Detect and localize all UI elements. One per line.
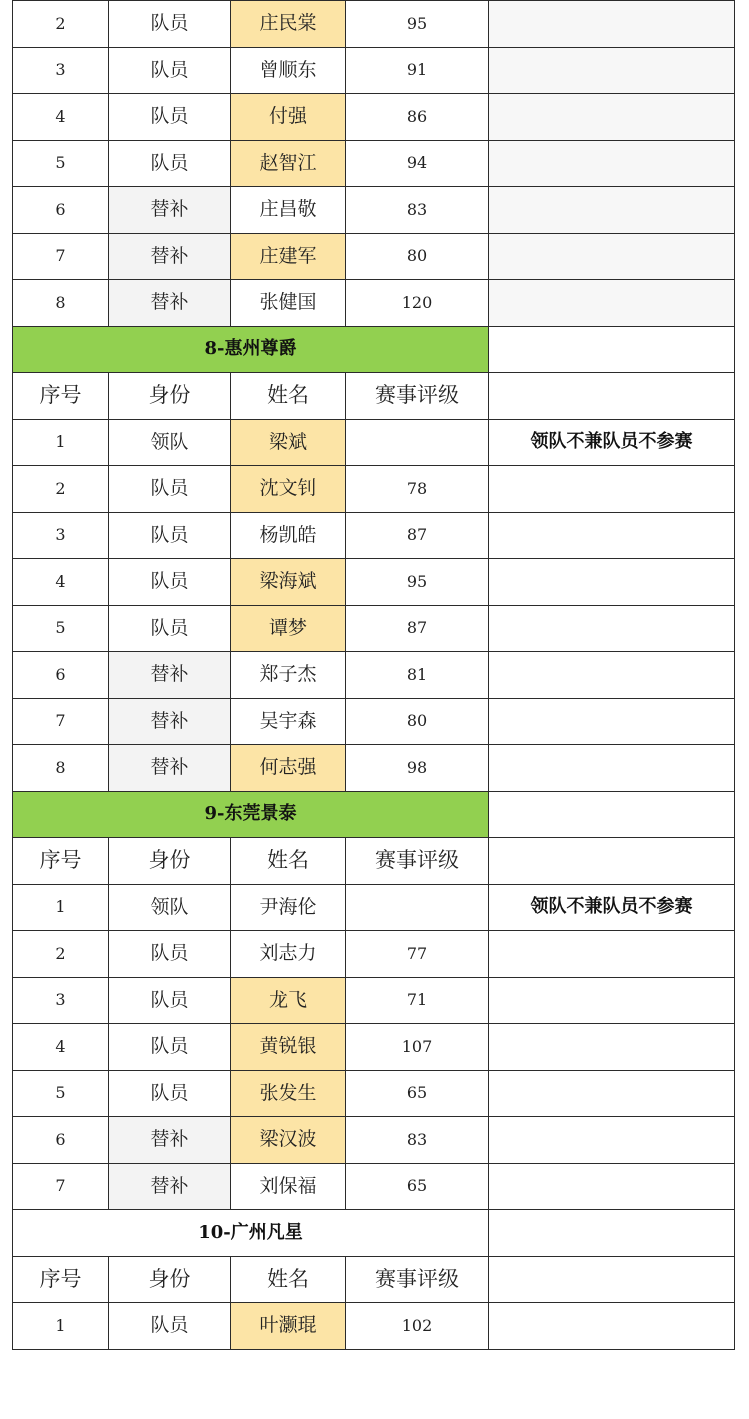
cell-number: 1: [13, 1303, 109, 1350]
cell-rating: 87: [346, 605, 489, 652]
cell-rating: 94: [346, 140, 489, 187]
cell-note: [489, 1303, 735, 1350]
table-row: [13, 1117, 735, 1164]
cell-number: 4: [13, 559, 109, 606]
cell-note: [489, 652, 735, 699]
table-row: [13, 931, 735, 978]
cell-note: [489, 605, 735, 652]
cell-name: 杨凯皓: [231, 512, 346, 559]
cell-name: 刘保福: [231, 1163, 346, 1210]
cell-number: 1: [13, 884, 109, 931]
cell-rating: 91: [346, 47, 489, 94]
cell-rating: 83: [346, 187, 489, 234]
cell-note: [489, 187, 735, 234]
cell-note: [489, 47, 735, 94]
cell-name: 叶灏琨: [231, 1303, 346, 1350]
table-row: [13, 47, 735, 94]
table-row: [13, 466, 735, 513]
cell-name: 张发生: [231, 1070, 346, 1117]
cell-rating: 107: [346, 1024, 489, 1071]
header-number: 序号: [13, 373, 109, 420]
cell-role: 队员: [109, 47, 231, 94]
table-row: [13, 745, 735, 792]
cell-role: 替补: [109, 652, 231, 699]
cell-rating: 77: [346, 931, 489, 978]
cell-rating: 81: [346, 652, 489, 699]
table-row: [13, 94, 735, 141]
note-cell: [489, 791, 735, 838]
header-rating: 赛事评级: [346, 838, 489, 885]
cell-note: [489, 1, 735, 48]
header-note: [489, 373, 735, 420]
cell-rating: 78: [346, 466, 489, 513]
cell-note: [489, 1117, 735, 1164]
cell-rating: 80: [346, 698, 489, 745]
cell-number: 2: [13, 466, 109, 513]
cell-note: [489, 559, 735, 606]
cell-note: [489, 466, 735, 513]
cell-role: 队员: [109, 931, 231, 978]
cell-role: 队员: [109, 1303, 231, 1350]
cell-number: 5: [13, 1070, 109, 1117]
cell-role: 替补: [109, 187, 231, 234]
cell-number: 4: [13, 1024, 109, 1071]
cell-name: 郑子杰: [231, 652, 346, 699]
cell-note: [489, 233, 735, 280]
cell-name: 吴宇森: [231, 698, 346, 745]
header-name: 姓名: [231, 838, 346, 885]
team-title-row: [13, 791, 735, 838]
cell-rating: [346, 884, 489, 931]
cell-number: 5: [13, 605, 109, 652]
cell-rating: 83: [346, 1117, 489, 1164]
cell-note: [489, 745, 735, 792]
header-name: 姓名: [231, 373, 346, 420]
table-row: [13, 233, 735, 280]
cell-note: [489, 1024, 735, 1071]
cell-name: 谭梦: [231, 605, 346, 652]
column-header-row: [13, 373, 735, 420]
table-row: [13, 1, 735, 48]
cell-number: 5: [13, 140, 109, 187]
cell-rating: 87: [346, 512, 489, 559]
cell-name: 曾顺东: [231, 47, 346, 94]
header-name: 姓名: [231, 1256, 346, 1303]
cell-role: 队员: [109, 977, 231, 1024]
roster-table: [12, 0, 735, 1350]
cell-note: [489, 512, 735, 559]
cell-name: 龙飞: [231, 977, 346, 1024]
cell-note: 领队不兼队员不参赛: [489, 419, 735, 466]
cell-number: 6: [13, 1117, 109, 1164]
header-rating: 赛事评级: [346, 1256, 489, 1303]
column-header-row: [13, 1256, 735, 1303]
cell-role: 队员: [109, 1024, 231, 1071]
cell-name: 沈文钊: [231, 466, 346, 513]
cell-role: 替补: [109, 1117, 231, 1164]
cell-role: 领队: [109, 884, 231, 931]
table-row: [13, 280, 735, 327]
header-note: [489, 838, 735, 885]
table-row: [13, 419, 735, 466]
cell-number: 8: [13, 280, 109, 327]
cell-rating: 102: [346, 1303, 489, 1350]
cell-number: 1: [13, 419, 109, 466]
cell-rating: [346, 419, 489, 466]
cell-role: 替补: [109, 280, 231, 327]
table-row: [13, 652, 735, 699]
cell-number: 8: [13, 745, 109, 792]
cell-rating: 86: [346, 94, 489, 141]
table-row: [13, 1303, 735, 1350]
cell-role: 队员: [109, 1, 231, 48]
cell-note: [489, 140, 735, 187]
cell-name: 张健国: [231, 280, 346, 327]
team-title-row: [13, 326, 735, 373]
cell-role: 队员: [109, 466, 231, 513]
column-header-row: [13, 838, 735, 885]
team-title: 10-广州凡星: [13, 1210, 489, 1257]
note-cell: [489, 326, 735, 373]
cell-note: [489, 698, 735, 745]
table-row: [13, 187, 735, 234]
team-title-row: [13, 1210, 735, 1257]
cell-name: 黄锐银: [231, 1024, 346, 1071]
header-note: [489, 1256, 735, 1303]
cell-role: 替补: [109, 698, 231, 745]
table-row: [13, 1070, 735, 1117]
cell-name: 庄民棠: [231, 1, 346, 48]
cell-note: 领队不兼队员不参赛: [489, 884, 735, 931]
cell-rating: 95: [346, 1, 489, 48]
cell-role: 替补: [109, 233, 231, 280]
table-row: [13, 884, 735, 931]
header-role: 身份: [109, 373, 231, 420]
cell-number: 2: [13, 1, 109, 48]
cell-role: 队员: [109, 559, 231, 606]
cell-note: [489, 1163, 735, 1210]
team-title: 8-惠州尊爵: [13, 326, 489, 373]
cell-rating: 80: [346, 233, 489, 280]
cell-rating: 65: [346, 1163, 489, 1210]
cell-number: 7: [13, 233, 109, 280]
cell-role: 队员: [109, 94, 231, 141]
cell-name: 赵智江: [231, 140, 346, 187]
cell-number: 7: [13, 698, 109, 745]
cell-rating: 98: [346, 745, 489, 792]
cell-role: 队员: [109, 512, 231, 559]
cell-number: 3: [13, 977, 109, 1024]
header-rating: 赛事评级: [346, 373, 489, 420]
cell-name: 梁海斌: [231, 559, 346, 606]
roster-table-body: [13, 1, 735, 1350]
cell-rating: 71: [346, 977, 489, 1024]
table-row: [13, 1163, 735, 1210]
header-number: 序号: [13, 1256, 109, 1303]
table-row: [13, 1024, 735, 1071]
cell-note: [489, 977, 735, 1024]
cell-name: 尹海伦: [231, 884, 346, 931]
cell-note: [489, 280, 735, 327]
cell-note: [489, 931, 735, 978]
table-row: [13, 977, 735, 1024]
cell-number: 2: [13, 931, 109, 978]
table-row: [13, 605, 735, 652]
header-role: 身份: [109, 838, 231, 885]
table-row: [13, 140, 735, 187]
cell-name: 何志强: [231, 745, 346, 792]
cell-number: 6: [13, 652, 109, 699]
table-row: [13, 559, 735, 606]
cell-name: 付强: [231, 94, 346, 141]
cell-note: [489, 1070, 735, 1117]
team-title: 9-东莞景泰: [13, 791, 489, 838]
cell-name: 庄昌敬: [231, 187, 346, 234]
cell-number: 7: [13, 1163, 109, 1210]
cell-name: 刘志力: [231, 931, 346, 978]
cell-number: 6: [13, 187, 109, 234]
cell-role: 替补: [109, 1163, 231, 1210]
header-number: 序号: [13, 838, 109, 885]
note-cell: [489, 1210, 735, 1257]
cell-role: 替补: [109, 745, 231, 792]
cell-name: 庄建军: [231, 233, 346, 280]
table-row: [13, 512, 735, 559]
cell-rating: 65: [346, 1070, 489, 1117]
cell-name: 梁汉波: [231, 1117, 346, 1164]
cell-number: 3: [13, 512, 109, 559]
header-role: 身份: [109, 1256, 231, 1303]
cell-rating: 95: [346, 559, 489, 606]
cell-rating: 120: [346, 280, 489, 327]
cell-role: 队员: [109, 1070, 231, 1117]
cell-role: 领队: [109, 419, 231, 466]
cell-number: 3: [13, 47, 109, 94]
cell-note: [489, 94, 735, 141]
cell-role: 队员: [109, 605, 231, 652]
cell-number: 4: [13, 94, 109, 141]
cell-name: 梁斌: [231, 419, 346, 466]
table-row: [13, 698, 735, 745]
cell-role: 队员: [109, 140, 231, 187]
